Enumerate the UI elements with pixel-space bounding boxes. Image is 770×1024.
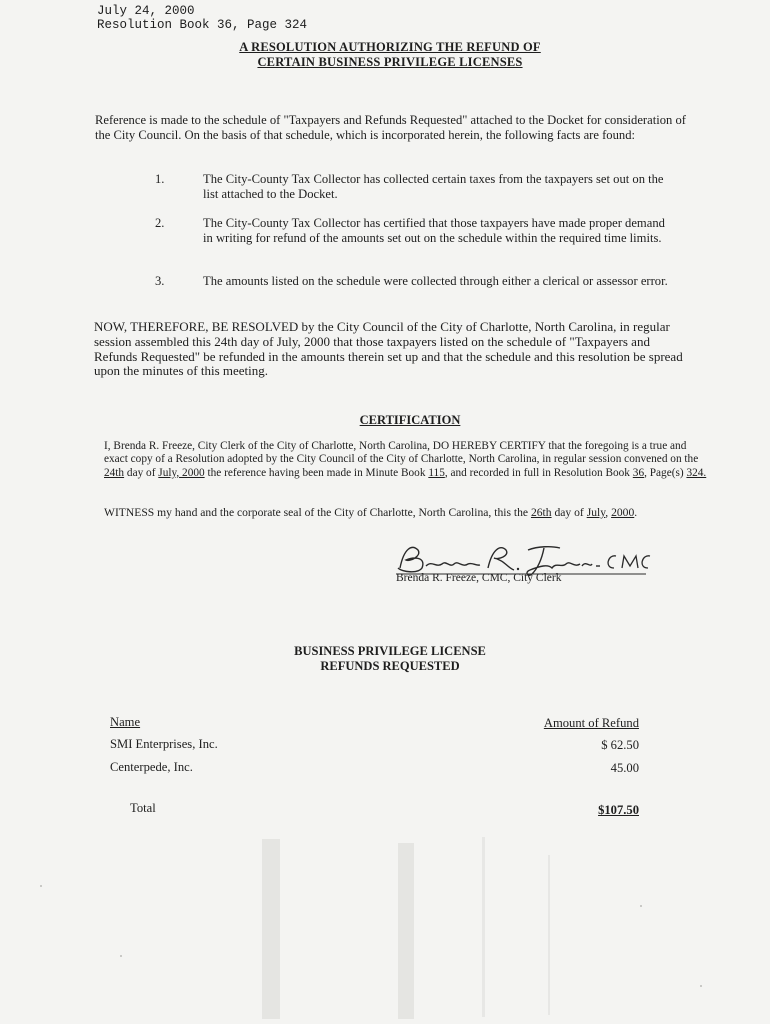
refunds-title-line-2: REFUNDS REQUESTED <box>320 659 460 673</box>
cert-text-b: day of <box>126 466 156 479</box>
cert-text-e: , Page(s) <box>644 466 684 479</box>
certification-heading: CERTIFICATION <box>359 413 461 427</box>
cert-resolution-book: 36 <box>632 466 645 479</box>
header-date: July 24, 2000 <box>97 4 195 18</box>
fact-number: 3. <box>155 274 165 288</box>
title-line-2: CERTAIN BUSINESS PRIVILEGE LICENSES <box>257 55 523 69</box>
resolution-title <box>120 40 660 70</box>
table-row-amount: $ 62.50 <box>601 738 639 752</box>
table-row-name: Centerpede, Inc. <box>110 760 193 774</box>
fact-number: 2. <box>155 216 165 230</box>
column-header-amount: Amount of Refund <box>543 716 639 730</box>
cert-text-d: , and recorded in full in Resolution Book <box>444 466 630 479</box>
resolved-paragraph: NOW, THEREFORE, BE RESOLVED by the City Council of the City of Charlotte, North Carolina, in regular session assembled this 24th day of July, 2000 that those taxpayers listed on the schedule of "Taxpayers and Refunds Requested" be refunded in the amounts therein set up and that the schedule and this resolution be spread upon the minutes of this meeting. <box>94 319 683 379</box>
witness-text <box>104 506 704 520</box>
cert-day: 24th <box>104 466 125 479</box>
table-row-name: SMI Enterprises, Inc. <box>110 737 218 751</box>
intro-paragraph: Reference is made to the schedule of "Taxpayers and Refunds Requested" attached to the Docket for consideration of the City Council. On the basis of that schedule, which is incorporated herein, the following facts are found: <box>95 113 686 142</box>
certification-text <box>104 440 710 480</box>
fact-number: 1. <box>155 172 165 186</box>
total-label: Total <box>130 801 156 815</box>
scan-noise <box>0 835 770 1024</box>
document-header <box>97 4 307 32</box>
header-book-ref: Resolution Book 36, Page 324 <box>97 18 308 32</box>
fact-text: The City-County Tax Collector has collected certain taxes from the taxpayers set out on the list attached to the Docket. <box>203 172 664 201</box>
witness-text-b: day of <box>554 506 584 519</box>
witness-month: July <box>586 506 606 519</box>
witness-text-c: , <box>605 506 609 519</box>
witness-text-d: . <box>634 506 638 519</box>
title-line-1: A RESOLUTION AUTHORIZING THE REFUND OF <box>239 40 541 54</box>
table-row-amount: 45.00 <box>610 761 639 775</box>
column-header-name: Name <box>110 715 141 729</box>
witness-day: 26th <box>530 506 552 519</box>
witness-text-a: WITNESS my hand and the corporate seal of the City of Charlotte, North Carolina, this the <box>104 506 529 519</box>
cert-text-c: the reference having been made in Minute Book <box>207 466 426 479</box>
refunds-title-line-1: BUSINESS PRIVILEGE LICENSE <box>294 644 486 658</box>
cert-month-year: July, 2000 <box>158 466 205 479</box>
signer-name: Brenda R. Freeze, CMC, City Clerk <box>396 572 562 584</box>
fact-text: The amounts listed on the schedule were collected through either a clerical or assessor error. <box>203 274 668 288</box>
cert-text-a: I, Brenda R. Freeze, City Clerk of the City of Charlotte, North Carolina, DO HEREBY CERTIFY that the foregoing is a true and exact copy of a Resolution adopted by the City Council of the City of Charlotte, North Carolina, in regular session convened on the <box>104 440 699 466</box>
cert-minute-book: 115 <box>428 466 445 479</box>
witness-year: 2000 <box>611 506 635 519</box>
total-amount: $107.50 <box>598 803 639 817</box>
fact-text: The City-County Tax Collector has certified that those taxpayers have made proper demand in writing for refund of the amounts set out on the schedule within the required time limits. <box>203 216 665 245</box>
refunds-title <box>200 644 580 674</box>
cert-pages: 324. <box>686 466 707 479</box>
